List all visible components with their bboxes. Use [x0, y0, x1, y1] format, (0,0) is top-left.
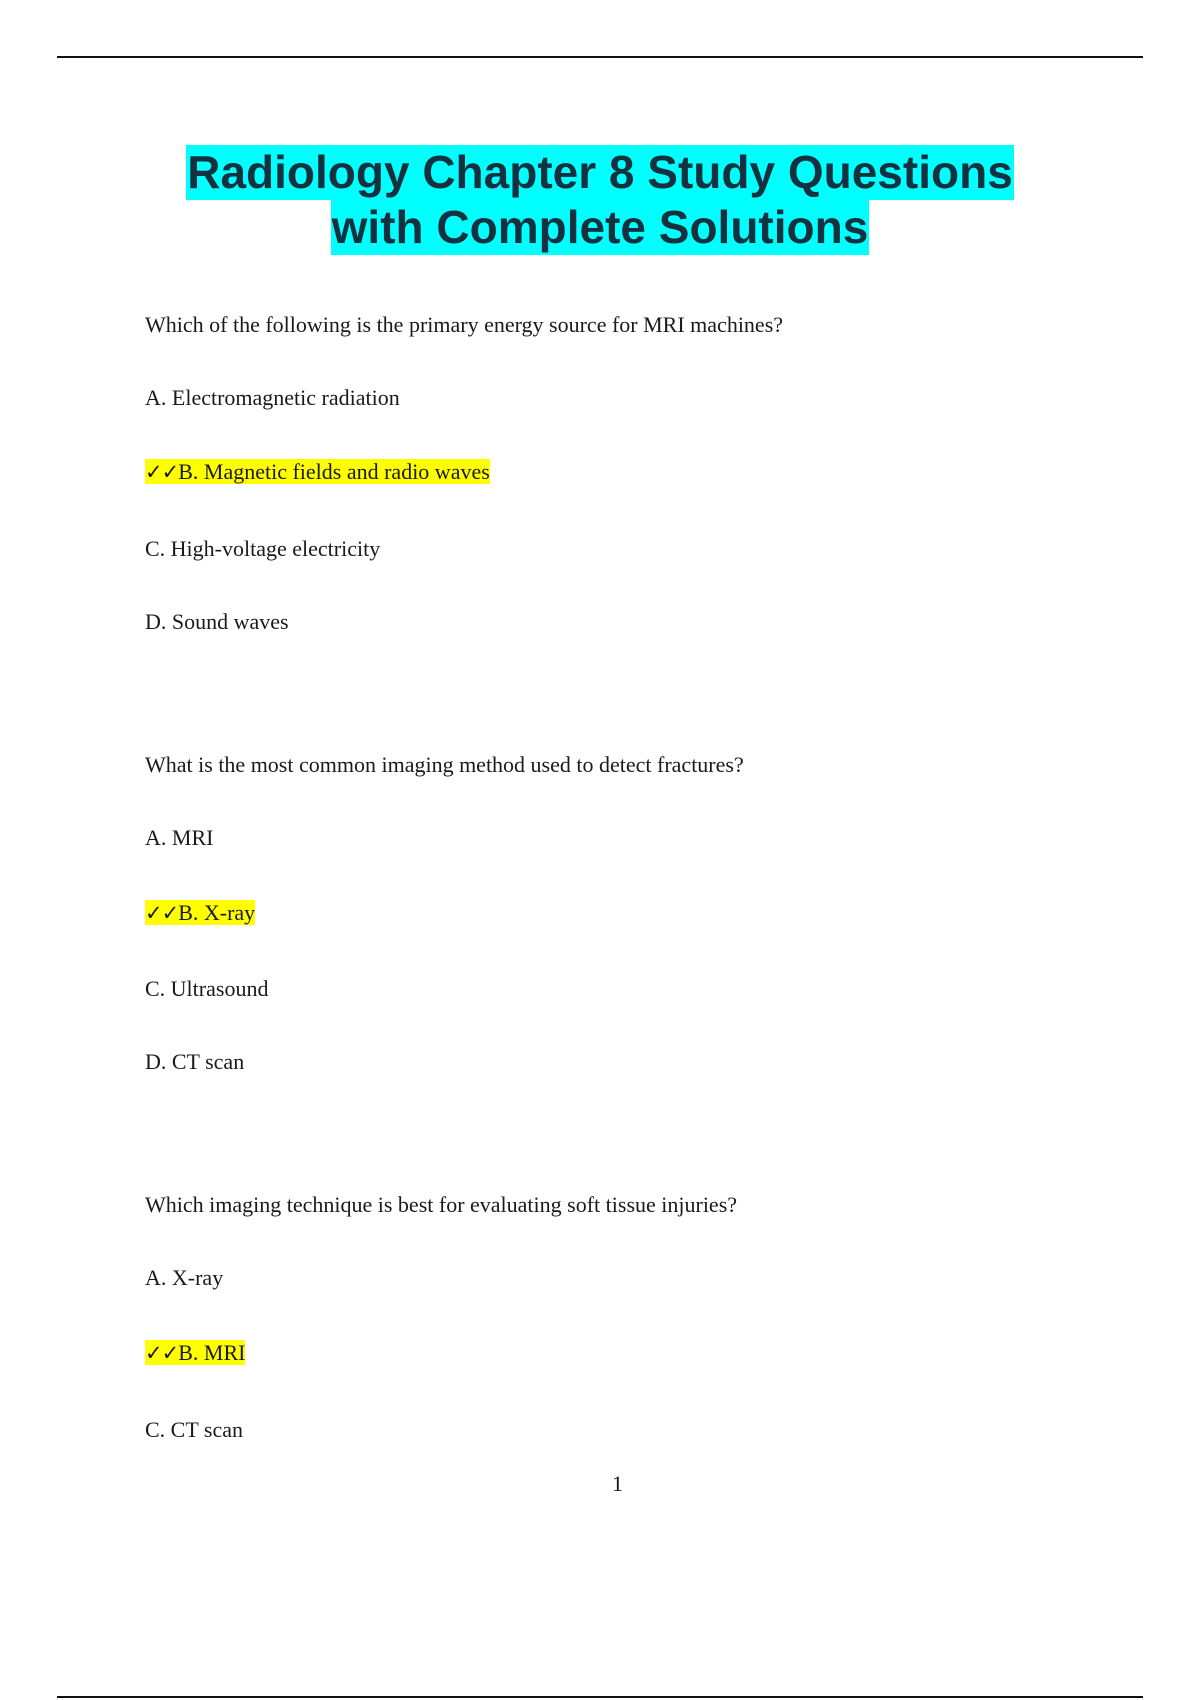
document-title — [0, 145, 1200, 255]
double-check-icon: ✓✓ — [145, 901, 179, 925]
question-3-option-b-correct — [145, 1339, 245, 1367]
option-label: B. Magnetic fields and radio waves — [178, 459, 490, 484]
option-label: B. X-ray — [178, 900, 256, 925]
question-1-option-b-correct — [145, 458, 490, 486]
bottom-rule — [57, 1696, 1143, 1698]
option-label: B. MRI — [178, 1340, 246, 1365]
page-number: 1 — [612, 1471, 623, 1496]
question-3-option-a: A. X-ray — [145, 1265, 224, 1290]
question-2-option-a: A. MRI — [145, 825, 214, 850]
question-1-option-a: A. Electromagnetic radiation — [145, 385, 400, 410]
correct-answer-highlight — [145, 900, 255, 925]
question-3-text: Which imaging technique is best for evaluating soft tissue injuries? — [145, 1192, 738, 1217]
question-3-option-c: C. CT scan — [145, 1417, 243, 1442]
question-2-option-d: D. CT scan — [145, 1049, 245, 1074]
correct-answer-highlight — [145, 459, 490, 484]
question-1-option-d: D. Sound waves — [145, 609, 289, 634]
correct-answer-highlight — [145, 1340, 245, 1365]
title-line-1: Radiology Chapter 8 Study Questions — [187, 146, 1013, 198]
double-check-icon: ✓✓ — [145, 460, 179, 484]
question-2-text: What is the most common imaging method used to detect fractures? — [145, 752, 744, 777]
question-2-option-b-correct — [145, 899, 255, 927]
question-1-text: Which of the following is the primary energy source for MRI machines? — [145, 312, 784, 337]
title-line-2: with Complete Solutions — [331, 201, 869, 253]
question-1-option-c: C. High-voltage electricity — [145, 536, 381, 561]
question-2-option-c: C. Ultrasound — [145, 976, 269, 1001]
double-check-icon: ✓✓ — [145, 1341, 179, 1365]
top-rule — [57, 56, 1143, 58]
